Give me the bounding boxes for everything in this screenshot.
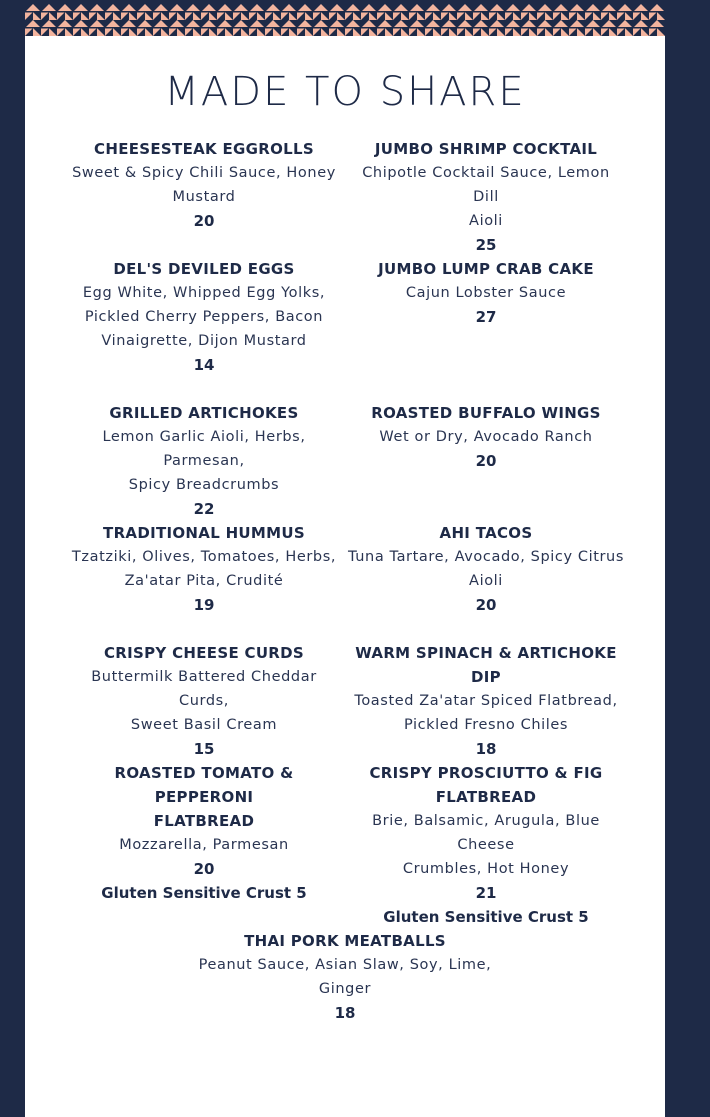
item-price: 27 (475, 308, 497, 326)
item-price: 20 (193, 860, 215, 878)
menu-item-crispy-prosciutto-fig-flatbread (347, 761, 625, 929)
item-description: Egg White, Whipped Egg Yolks, (82, 285, 326, 301)
gluten-sensitive-option: Gluten Sensitive Crust 5 (383, 908, 589, 926)
menu-title: MADE TO SHARE (164, 69, 526, 115)
item-price: 21 (475, 884, 497, 902)
item-description: Pickled Fresno Chiles (403, 717, 569, 733)
item-name: FLATBREAD (153, 812, 255, 830)
item-name: FLATBREAD (435, 788, 537, 806)
item-name: ROASTED TOMATO & PEPPERONI (114, 764, 294, 806)
item-description: Mozzarella, Parmesan (119, 837, 289, 853)
item-description: Cajun Lobster Sauce (405, 285, 567, 301)
item-description: Wet or Dry, Avocado Ranch (379, 429, 593, 445)
menu-item-traditional-hummus (65, 521, 343, 617)
item-description: Brie, Balsamic, Arugula, Blue Cheese (372, 813, 600, 853)
menu-item-jumbo-lump-crab-cake (347, 257, 625, 329)
item-description: Chipotle Cocktail Sauce, Lemon Dill (362, 165, 610, 205)
item-name: TRADITIONAL HUMMUS (103, 524, 305, 542)
item-description: Aioli (469, 213, 503, 229)
item-description: Peanut Sauce, Asian Slaw, Soy, Lime, (198, 957, 492, 973)
menu-item-roasted-tomato-pepperoni-flatbread (65, 761, 343, 905)
item-description: Sweet Basil Cream (130, 717, 278, 733)
item-price: 18 (334, 1004, 356, 1022)
item-price: 22 (193, 500, 215, 518)
item-price: 18 (475, 740, 497, 758)
item-name: ROASTED BUFFALO WINGS (371, 404, 601, 422)
menu-page (25, 4, 665, 1117)
item-description: Toasted Za'atar Spiced Flatbread, (354, 693, 618, 709)
item-price: 14 (193, 356, 215, 374)
item-description: Za'atar Pita, Crudité (124, 573, 284, 589)
item-description: Ginger (318, 981, 372, 997)
item-name: THAI PORK MEATBALLS (244, 932, 446, 950)
item-description: Lemon Garlic Aioli, Herbs, Parmesan, (102, 429, 306, 469)
item-description: Crumbles, Hot Honey (402, 861, 570, 877)
item-description: Sweet & Spicy Chili Sauce, Honey (72, 165, 336, 181)
item-name: CRISPY PROSCIUTTO & FIG (369, 764, 603, 782)
item-name: JUMBO LUMP CRAB CAKE (378, 260, 594, 278)
item-price: 20 (475, 596, 497, 614)
item-name: JUMBO SHRIMP COCKTAIL (374, 140, 598, 158)
item-price: 25 (475, 236, 497, 254)
item-price: 15 (193, 740, 215, 758)
item-name: GRILLED ARTICHOKES (109, 404, 299, 422)
menu-item-jumbo-shrimp-cocktail (347, 137, 625, 257)
item-price: 19 (193, 596, 215, 614)
item-description: Mustard (172, 189, 236, 205)
menu-item-roasted-buffalo-wings (347, 401, 625, 473)
item-description: Vinaigrette, Dijon Mustard (101, 333, 307, 349)
decorative-pattern-band (25, 4, 665, 36)
item-description: Aioli (469, 573, 503, 589)
item-description: Buttermilk Battered Cheddar Curds, (91, 669, 317, 709)
item-description: Pickled Cherry Peppers, Bacon (84, 309, 324, 325)
menu-item-warm-spinach-artichoke-dip (347, 641, 625, 761)
menu-item-grilled-artichokes (65, 401, 343, 521)
gluten-sensitive-option: Gluten Sensitive Crust 5 (101, 884, 307, 902)
item-name: CRISPY CHEESE CURDS (103, 644, 305, 662)
menu-item-thai-pork-meatballs (195, 929, 495, 1025)
item-name: AHI TACOS (439, 524, 533, 542)
menu-item-ahi-tacos (347, 521, 625, 617)
item-name: WARM SPINACH & ARTICHOKE DIP (355, 644, 617, 686)
item-description: Tuna Tartare, Avocado, Spicy Citrus (347, 549, 624, 565)
item-price: 20 (193, 212, 215, 230)
item-description: Spicy Breadcrumbs (128, 477, 280, 493)
item-description: Tzatziki, Olives, Tomatoes, Herbs, (71, 549, 337, 565)
item-name: CHEESESTEAK EGGROLLS (94, 140, 314, 158)
menu-item-crispy-cheese-curds (65, 641, 343, 761)
menu-item-dels-deviled-eggs (65, 257, 343, 377)
item-name: DEL'S DEVILED EGGS (113, 260, 295, 278)
menu-item-cheesesteak-eggrolls (65, 137, 343, 233)
item-price: 20 (475, 452, 497, 470)
